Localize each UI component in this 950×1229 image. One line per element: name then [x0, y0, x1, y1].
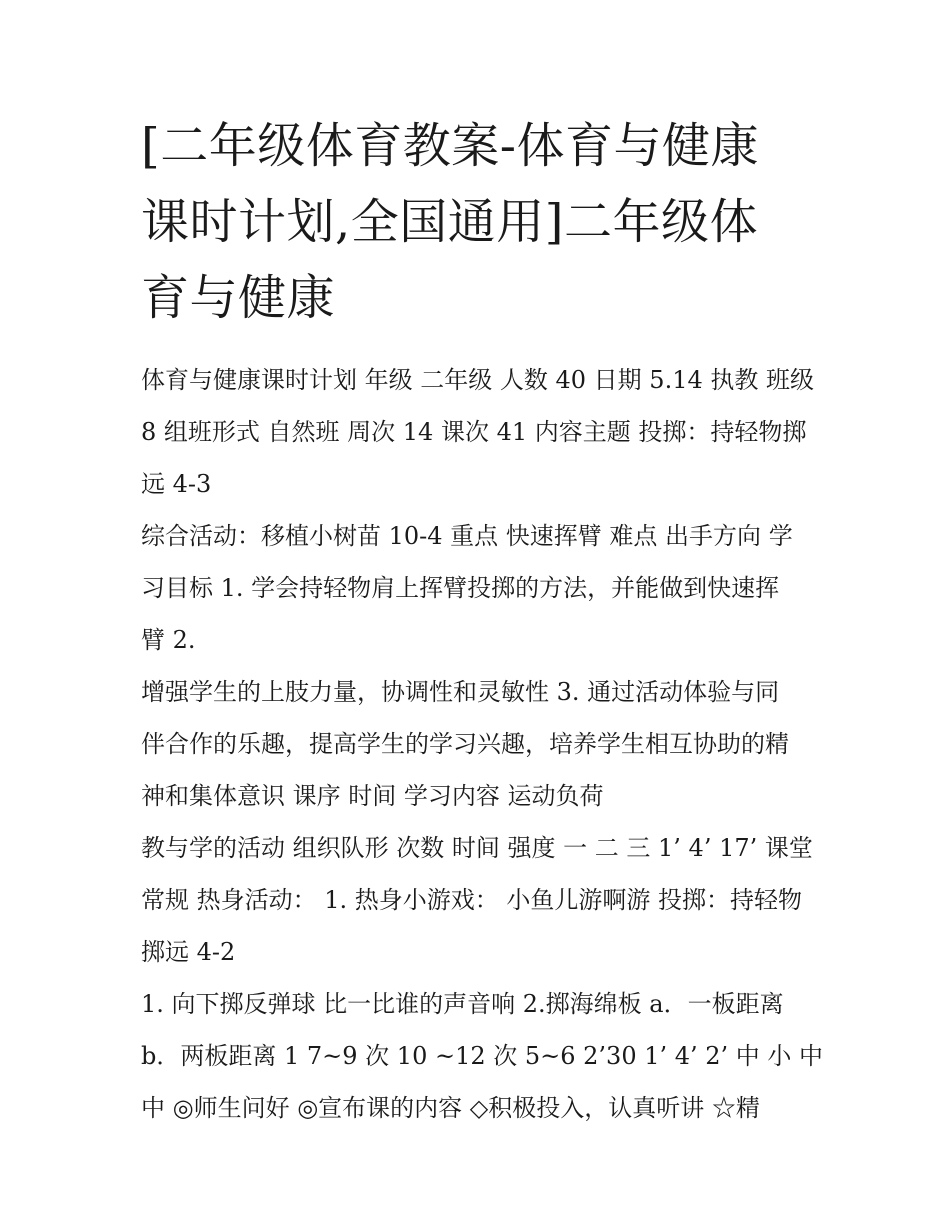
body-line: 增强学生的上肢力量，协调性和灵敏性 3. 通过活动体验与同 — [141, 678, 780, 706]
body-line: 体育与健康课时计划 年级 二年级 人数 40 日期 5.14 执教 班级 — [141, 366, 815, 394]
body-line: 8 组班形式 自然班 周次 14 课次 41 内容主题 投掷：持轻物掷 — [141, 418, 807, 446]
body-line: 神和集体意识 课序 时间 学习内容 运动负荷 — [141, 782, 604, 810]
title-line-3: 育与健康 — [141, 270, 336, 326]
body-line: 臂 2. — [141, 626, 196, 654]
body-line: 习目标 1. 学会持轻物肩上挥臂投掷的方法，并能做到快速挥 — [141, 574, 780, 602]
document-title — [141, 108, 821, 336]
body-line: 伴合作的乐趣，提高学生的学习兴趣，培养学生相互协助的精 — [141, 730, 789, 758]
document-page — [141, 108, 824, 1134]
body-line: 教与学的活动 组织队形 次数 时间 强度 一 二 三 1’ 4’ 17’ 课堂 — [141, 834, 813, 862]
body-line: b．两板距离 1 7~9 次 10 ~12 次 5~6 2’30 1’ 4’ 2’ 中 小 中 — [141, 1042, 824, 1070]
body-line: 综合活动：移植小树苗 10-4 重点 快速挥臂 难点 出手方向 学 — [141, 522, 793, 550]
body-line: 常规 热身活动： 1. 热身小游戏： 小鱼儿游啊游 投掷：持轻物 — [141, 886, 803, 914]
title-line-1: [二年级体育教案-体育与健康 — [141, 118, 759, 174]
body-line: 远 4-3 — [141, 470, 212, 498]
title-line-2: 课时计划,全国通用]二年级体 — [141, 194, 758, 250]
document-body — [141, 354, 824, 1134]
body-line: 掷远 4-2 — [141, 938, 236, 966]
body-line: 1. 向下掷反弹球 比一比谁的声音响 2.掷海绵板 a．一板距离 — [141, 990, 784, 1018]
body-line: 中 ◎师生问好 ◎宣布课的内容 ◇积极投入，认真听讲 ☆精 — [141, 1094, 760, 1122]
